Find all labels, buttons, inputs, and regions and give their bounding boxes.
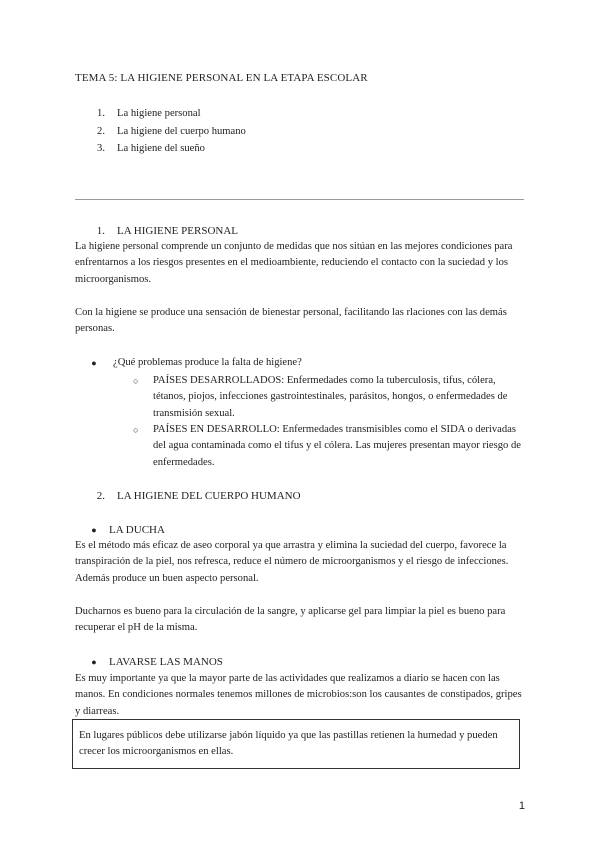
section-1-paragraph-1: La higiene personal comprende un conjunto de medidas que nos sitúan en las mejores condiciones para enfrentarnos a los riesgos presentes en el medioambiente, reduciendo el contacto con la suciedad y los microorganismos.: [75, 241, 513, 285]
bullet-dot-icon: ●: [91, 657, 97, 667]
ducha-paragraph-1: Es el método más eficaz de aseo corporal ya que arrastra y elimina la suciedad del cuerpo, favorece la transpiración de la piel, nos refresca, reduce el número de microorganismos y el riesgo de infecciones. Además produce un buen aspecto personal.: [75, 540, 509, 584]
horizontal-divider: [75, 199, 524, 200]
bullet-dot-icon: ●: [91, 525, 97, 535]
manos-title: LAVARSE LAS MANOS: [109, 656, 223, 668]
sub-bullet-text: PAÍSES EN DESARROLLO: Enfermedades transmisibles como el SIDA o derivadas del agua contaminada como el tifus y el cólera. Las mujeres presentan mayor riesgo de enfermedades.: [153, 424, 521, 468]
problems-bullet: [90, 355, 520, 371]
toc-label: La higiene del cuerpo humano: [117, 125, 246, 137]
page-number: 1: [518, 800, 525, 812]
section-1-heading: [75, 223, 238, 239]
section-title: LA HIGIENE DEL CUERPO HUMANO: [117, 490, 301, 502]
circle-bullet-icon: ○: [133, 376, 139, 386]
ducha-heading: [90, 522, 165, 538]
toc-item: [75, 124, 246, 142]
ducha-title: LA DUCHA: [109, 524, 165, 536]
toc-number: 1.: [97, 108, 105, 119]
manos-heading: [90, 654, 223, 670]
note-box: En lugares públicos debe utilizarse jabón líquido ya que las pastillas retienen la humedad y pueden crecer los microorganismos en ellas.: [72, 719, 520, 769]
document-title: TEMA 5: LA HIGIENE PERSONAL EN LA ETAPA ESCOLAR: [75, 72, 368, 84]
bullet-dot-icon: ●: [91, 358, 97, 368]
ducha-paragraph-2: Ducharnos es bueno para la circulación de la sangre, y aplicarse gel para limpiar la piel es bueno para recuperar el pH de la misma.: [75, 606, 506, 634]
toc-label: La higiene personal: [117, 108, 201, 119]
toc-item: [75, 141, 246, 159]
sub-bullet-developed: [133, 373, 525, 422]
section-number: 2.: [96, 490, 105, 502]
bullet-text: ¿Qué problemas produce la falta de higiene?: [113, 357, 302, 368]
toc-label: La higiene del sueño: [117, 143, 205, 154]
section-title: LA HIGIENE PERSONAL: [117, 225, 238, 237]
circle-bullet-icon: ○: [133, 425, 139, 435]
table-of-contents: [75, 106, 246, 159]
section-1-paragraph-2: Con la higiene se produce una sensación de bienestar personal, facilitando las rlaciones con las demás personas.: [75, 307, 507, 335]
sub-bullet-developing: [133, 422, 525, 471]
manos-paragraph-1: Es muy importante ya que la mayor parte de las actividades que realizamos a diario se hacen con las manos. En condiciones normales tenemos millones de microbios:son los causantes de constipados, gripes y diarreas.: [75, 673, 522, 717]
toc-number: 2.: [97, 125, 105, 137]
section-number: 1.: [96, 225, 105, 237]
sub-bullet-text: PAÍSES DESARROLLADOS: Enfermedades como la tuberculosis, tifus, cólera, tétanos, piojos, infecciones gastrointestinales, parásitos, hongos, o enfermedades de transmisión sexual.: [153, 375, 508, 419]
section-2-heading: [75, 488, 301, 504]
toc-number: 3.: [97, 143, 105, 154]
toc-item: [75, 106, 246, 124]
